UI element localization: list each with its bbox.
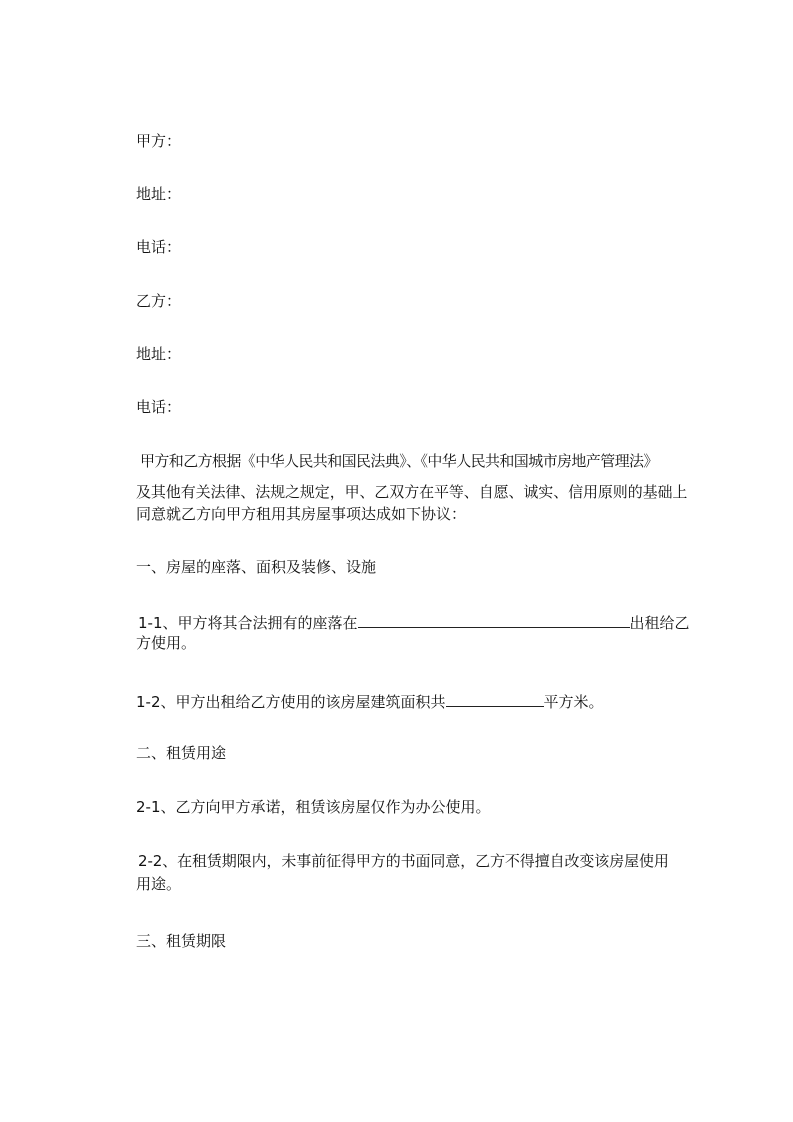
clause-1-1-text-before: 1-1、甲方将其合法拥有的座落在 [138, 614, 358, 632]
party-b-phone-label: 电话： [136, 398, 182, 416]
clause-1-2 [136, 690, 604, 712]
location-blank[interactable] [358, 611, 630, 628]
clause-2-1: 2-1、乙方向甲方承诺，租赁该房屋仅作为办公使用。 [136, 798, 491, 816]
clause-1-2-text-after: 平方米。 [543, 693, 604, 711]
section-1-heading: 一、房屋的座落、面积及装修、设施 [136, 558, 377, 576]
preamble-line-1: 甲方和乙方根据《中华人民共和国民法典》、《中华人民共和国城市房地产管理法》 [140, 452, 658, 470]
clause-1-1-text-after: 出租给乙 [629, 614, 690, 632]
clause-2-2-line-2: 用途。 [136, 875, 182, 893]
clause-1-1-line-1 [138, 611, 690, 633]
party-a-label: 甲方： [136, 132, 182, 150]
preamble-line-3: 同意就乙方向甲方租用其房屋事项达成如下协议： [136, 505, 467, 523]
clause-1-2-text-before: 1-2、甲方出租给乙方使用的该房屋建筑面积共 [136, 693, 446, 711]
section-2-heading: 二、租赁用途 [136, 744, 227, 762]
area-blank[interactable] [446, 690, 544, 707]
party-b-address-label: 地址： [136, 345, 182, 363]
party-b-label: 乙方： [136, 292, 182, 310]
party-a-address-label: 地址： [136, 185, 182, 203]
party-a-phone-label: 电话： [136, 238, 182, 256]
section-3-heading: 三、租赁期限 [136, 932, 227, 950]
clause-1-1-line-2: 方使用。 [136, 634, 197, 652]
preamble-line-2: 及其他有关法律、法规之规定，甲、乙双方在平等、自愿、诚实、信用原则的基础上 [136, 483, 688, 501]
clause-2-2-line-1: 2-2、在租赁期限内，未事前征得甲方的书面同意，乙方不得擅自改变该房屋使用 [138, 852, 669, 870]
